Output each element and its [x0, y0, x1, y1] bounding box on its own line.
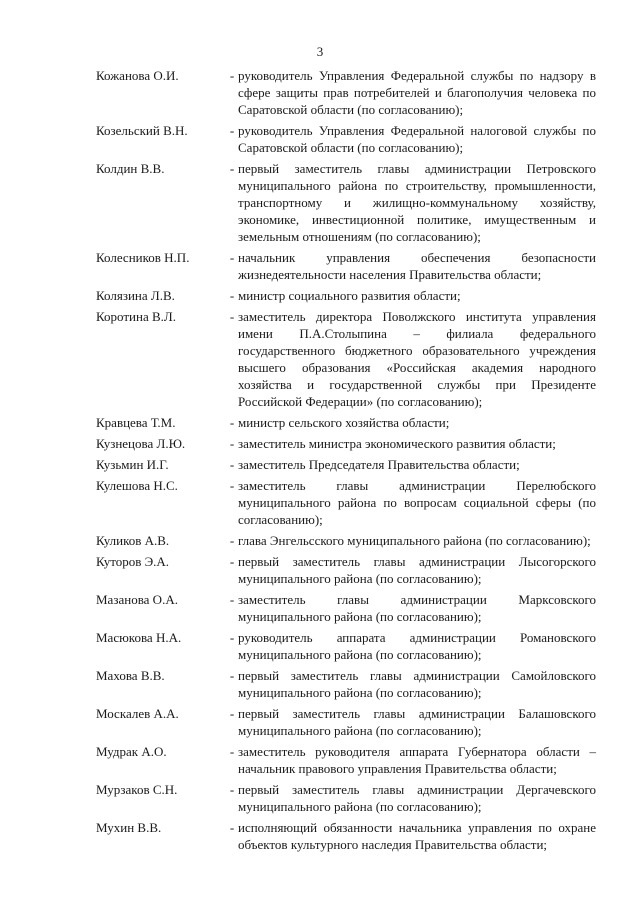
- list-item: [96, 308, 596, 410]
- separator-dash: -: [229, 288, 235, 303]
- separator-dash: -: [229, 668, 235, 683]
- list-item: [96, 629, 596, 663]
- list-item: [96, 591, 596, 625]
- separator-dash: -: [229, 457, 235, 472]
- list-item: [96, 781, 596, 815]
- list-item: [96, 819, 596, 853]
- member-name: Козельский В.Н.: [96, 123, 188, 138]
- member-position: первый заместитель главы администрации Самойловского муниципального района (по согласованию);: [238, 668, 596, 700]
- member-name: Колесников Н.П.: [96, 250, 190, 265]
- member-position: заместитель директора Поволжского института управления имени П.А.Столыпина – филиала федерального государственного бюджетного образовательного учреждения высшего образования «Российская академия народного хозяйства и государственной службы при Президенте Российской Федерации» (по согласованию);: [238, 309, 596, 409]
- member-position: начальник управления обеспечения безопасности жизнедеятельности населения Правительства области;: [238, 250, 596, 282]
- list-item: [96, 414, 596, 431]
- list-item: [96, 667, 596, 701]
- member-name: Мазанова О.А.: [96, 592, 178, 607]
- list-item: [96, 456, 596, 473]
- member-name: Куликов А.В.: [96, 533, 170, 548]
- separator-dash: -: [229, 533, 235, 548]
- member-name: Куторов Э.А.: [96, 554, 170, 569]
- member-position: первый заместитель главы администрации Дергачевского муниципального района (по согласованию);: [238, 782, 596, 814]
- separator-dash: -: [229, 554, 235, 569]
- member-list: [96, 67, 596, 857]
- separator-dash: -: [229, 478, 235, 493]
- member-position: руководитель Управления Федеральной службы по надзору в сфере защиты прав потребителей и благополучия человека по Саратовской области (по согласованию);: [238, 68, 596, 117]
- separator-dash: -: [229, 782, 235, 797]
- member-name: Мурзаков С.Н.: [96, 782, 178, 797]
- member-position: руководитель Управления Федеральной налоговой службы по Саратовской области (по согласованию);: [238, 123, 596, 155]
- list-item: [96, 532, 596, 549]
- list-item: [96, 435, 596, 452]
- list-item: [96, 122, 596, 156]
- member-position: заместитель главы администрации Марксовского муниципального района (по согласованию);: [238, 592, 596, 624]
- member-position: исполняющий обязанности начальника управления по охране объектов культурного наследия Правительства области;: [238, 820, 596, 852]
- member-position: заместитель руководителя аппарата Губернатора области – начальник правового управления Правительства области;: [238, 744, 596, 776]
- member-name: Махова В.В.: [96, 668, 165, 683]
- member-name: Коротина В.Л.: [96, 309, 176, 324]
- member-name: Кожанова О.И.: [96, 68, 179, 83]
- member-name: Мухин В.В.: [96, 820, 162, 835]
- member-position: руководитель аппарата администрации Романовского муниципального района (по согласованию);: [238, 630, 596, 662]
- member-name: Колдин В.В.: [96, 161, 165, 176]
- separator-dash: -: [229, 161, 235, 176]
- separator-dash: -: [229, 630, 235, 645]
- separator-dash: -: [229, 744, 235, 759]
- member-position: заместитель министра экономического развития области;: [238, 436, 556, 451]
- separator-dash: -: [229, 68, 235, 83]
- member-position: министр сельского хозяйства области;: [238, 415, 450, 430]
- member-name: Мудрак А.О.: [96, 744, 167, 759]
- member-name: Кузнецова Л.Ю.: [96, 436, 186, 451]
- member-name: Колязина Л.В.: [96, 288, 175, 303]
- member-name: Кравцева Т.М.: [96, 415, 176, 430]
- separator-dash: -: [229, 706, 235, 721]
- member-position: заместитель главы администрации Перелюбского муниципального района по вопросам социальной сферы (по согласованию);: [238, 478, 596, 527]
- list-item: [96, 287, 596, 304]
- member-position: заместитель Председателя Правительства области;: [238, 457, 520, 472]
- separator-dash: -: [229, 415, 235, 430]
- member-position: министр социального развития области;: [238, 288, 461, 303]
- member-name: Масюкова Н.А.: [96, 630, 182, 645]
- list-item: [96, 67, 596, 118]
- separator-dash: -: [229, 123, 235, 138]
- separator-dash: -: [229, 820, 235, 835]
- separator-dash: -: [229, 436, 235, 451]
- page-number: 3: [316, 44, 324, 59]
- member-name: Кулешова Н.С.: [96, 478, 178, 493]
- member-position: первый заместитель главы администрации Балашовского муниципального района (по согласованию);: [238, 706, 596, 738]
- list-item: [96, 477, 596, 528]
- list-item: [96, 553, 596, 587]
- separator-dash: -: [229, 592, 235, 607]
- list-item: [96, 160, 596, 245]
- member-position: первый заместитель главы администрации Петровского муниципального района по строительству, промышленности, транспортному и жилищно-коммунальному хозяйству, экономике, инвестиционной политике, имущественным и земельным отношениям (по согласованию);: [238, 161, 596, 244]
- member-position: глава Энгельсского муниципального района (по согласованию);: [238, 533, 591, 548]
- member-name: Кузьмин И.Г.: [96, 457, 169, 472]
- separator-dash: -: [229, 309, 235, 324]
- separator-dash: -: [229, 250, 235, 265]
- member-position: первый заместитель главы администрации Лысогорского муниципального района (по согласованию);: [238, 554, 596, 586]
- list-item: [96, 705, 596, 739]
- list-item: [96, 743, 596, 777]
- list-item: [96, 249, 596, 283]
- member-name: Москалев А.А.: [96, 706, 179, 721]
